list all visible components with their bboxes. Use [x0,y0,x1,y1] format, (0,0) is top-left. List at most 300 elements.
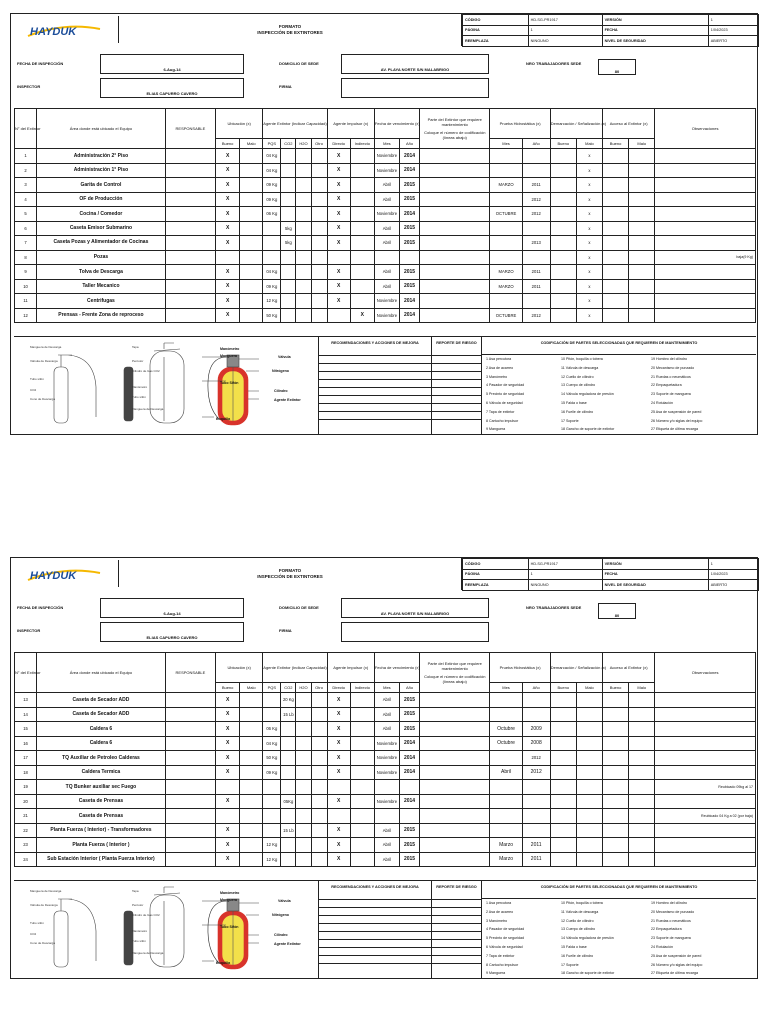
cell-empty [165,163,215,178]
form-title: FORMATO INSPECCIÓN DE EXTINTORES [119,14,462,46]
cell-ind [350,838,374,853]
extinguisher-part-label: Manómetro [220,891,240,895]
company-logo [14,16,119,43]
workers-count-label: NRO TRABAJADORES SEDE [526,605,582,610]
cell-dem [576,794,602,809]
cell-ind [350,294,374,309]
cell-mes: Noviembre [374,294,399,309]
cell-anio: 2014 [399,751,419,766]
cell-empty [311,780,327,795]
extinguisher-part-label: Manguera [220,354,237,358]
extinguisher-part-label: Cilindro [274,389,288,393]
cell-co2 [281,265,296,280]
cell-ind [350,279,374,294]
cell-co2 [281,294,296,309]
cell-dem [576,693,602,708]
cell-empty [311,852,327,867]
cell-anio: 2015 [399,707,419,722]
cell-mes [374,250,399,265]
cell-empty [311,294,327,309]
cell-dem [576,852,602,867]
bottom-section [14,880,756,977]
cell-n: 2 [15,163,37,178]
cell-empty [420,765,490,780]
cell-pqs [263,693,281,708]
inspection-date-label: FECHA DE INSPECCIÓN [17,605,64,610]
cell-empty [629,751,655,766]
cell-empty [240,693,263,708]
cell-ub: X [216,751,240,766]
cell-ind [350,265,374,280]
cell-pmes: OCTUBRE [490,308,522,323]
cell-empty [240,149,263,164]
cell-empty [603,838,629,853]
cell-ub: X [216,852,240,867]
meta-cell: REEMPLAZA [463,580,529,591]
cell-mes: Abril [374,192,399,207]
cell-area: TQ Auxiliar de Petroleo Calderas [37,751,166,766]
meta-cell: 1 [708,559,758,570]
cell-pmes [490,236,522,251]
cell-dir: X [327,736,350,751]
cell-dem: x [576,192,602,207]
table-row [15,751,756,766]
cell-mes: Noviembre [374,207,399,222]
cell-empty [296,221,311,236]
cell-mes [374,809,399,824]
codification-item: 5 Precinto de seguridad [486,936,524,941]
cell-mes: Abril [374,221,399,236]
cell-empty [165,192,215,207]
cell-empty [240,722,263,737]
table-row [15,279,756,294]
cell-ind [350,736,374,751]
cell-ind [350,722,374,737]
cell-empty [240,178,263,193]
cell-empty [311,809,327,824]
cell-empty [550,163,576,178]
risk-report-title: REPORTE DE RIESGO [436,885,477,889]
extinguisher-part-label: Tubo Sifón [220,381,239,385]
diagram-small-label: Tapa [132,889,139,893]
meta-cell: NIVEL DE SEGURIDAD [602,580,708,591]
cell-panio: 2011 [522,265,550,280]
recommendation-line [319,419,431,427]
table-row [15,852,756,867]
cell-co2 [281,736,296,751]
meta-cell: CÓDIGO [463,15,529,26]
cell-pmes: Abril [490,765,522,780]
cell-empty [550,279,576,294]
cell-anio: 2015 [399,823,419,838]
cell-anio: 2014 [399,736,419,751]
cell-dir: X [327,178,350,193]
codification-item: 6 Válvula de seguridad [486,944,523,949]
cell-empty [550,308,576,323]
cell-obs [655,308,756,323]
cell-area: Centrifugas [37,294,166,309]
cell-n: 19 [15,780,37,795]
cell-anio: 2015 [399,178,419,193]
cell-empty [311,236,327,251]
cell-ub: X [216,765,240,780]
cell-pmes [490,780,522,795]
diagram-small-label: Válvula de Descarga [30,903,58,907]
cell-area: Caseta Pozas y Alimentador de Cocinas [37,236,166,251]
col-responsable: RESPONSABLE [165,109,215,149]
cell-mes: Abril [374,722,399,737]
cell-empty [165,823,215,838]
cell-empty [240,250,263,265]
col-area: Área donde está ubicado el Equipo [37,653,166,693]
table-row [15,221,756,236]
cell-empty [311,751,327,766]
cell-dem [576,809,602,824]
cell-dem: x [576,149,602,164]
cell-n: 7 [15,236,37,251]
cell-empty [296,149,311,164]
cell-empty [165,707,215,722]
table-row [15,722,756,737]
cell-ub: X [216,221,240,236]
form-title: FORMATO INSPECCIÓN DE EXTINTORES [119,558,462,590]
subcol-11: Año [522,683,550,693]
col-acceso: Acceso al Extintor (x) [603,653,655,683]
cell-co2 [281,780,296,795]
cell-n: 6 [15,221,37,236]
diagram-small-label: Cono de Descarga [30,941,56,945]
cell-anio: 2014 [399,294,419,309]
codification-item: 7 Tapa de extintor [486,409,515,414]
cell-anio: 2015 [399,279,419,294]
cell-empty [165,780,215,795]
cell-pmes [490,823,522,838]
cell-anio: 2015 [399,265,419,280]
cell-empty [550,809,576,824]
cell-obs: baja(9 Kg) [655,250,756,265]
cell-empty [240,192,263,207]
cell-empty [550,192,576,207]
inspector-field: ELIAS CAPURRO CAVERO [100,622,244,642]
cell-co2: 15 Lb [281,707,296,722]
risk-report-line [432,363,481,371]
cell-empty [629,265,655,280]
meta-cell: 1 [528,25,602,36]
cell-empty [165,765,215,780]
table-row [15,707,756,722]
codification-item: 22 Empaquetadura [651,383,682,388]
cell-empty [240,236,263,251]
cell-ub: X [216,707,240,722]
diagram-small-label: Cono de Descarga [30,397,56,401]
cell-pmes [490,794,522,809]
cell-ind [350,823,374,838]
meta-cell: HD-SG-PR1917 [528,559,602,570]
cell-dem [576,765,602,780]
workers-count-field: 80 [598,603,636,619]
cell-empty [240,852,263,867]
cell-co2 [281,722,296,737]
cell-anio: 2015 [399,693,419,708]
cell-empty [311,736,327,751]
cell-mes: Abril [374,236,399,251]
cell-empty [550,751,576,766]
cell-empty [311,221,327,236]
cell-ub: X [216,838,240,853]
cell-empty [550,207,576,222]
cell-area: Sub Estación Interior ( Planta Fuerza Interior) [37,852,166,867]
signature-field [341,78,489,98]
risk-report-title: REPORTE DE RIESGO [436,341,477,345]
cell-obs [655,221,756,236]
table-row [15,236,756,251]
meta-cell: CÓDIGO [463,559,529,570]
cell-empty [296,838,311,853]
cell-empty [296,294,311,309]
cell-mes: Noviembre [374,736,399,751]
cell-dir: X [327,149,350,164]
cell-area: Caseta de Prensas [37,794,166,809]
cell-co2: 5kg [281,236,296,251]
cell-empty [165,178,215,193]
cell-empty [165,693,215,708]
cell-dem [576,780,602,795]
col-demarcacion: Demarcación / Señalización (x) [550,109,602,139]
document-metadata [462,14,759,46]
col-demarcacion: Demarcación / Señalización (x) [550,653,602,683]
cell-empty [240,308,263,323]
cell-co2 [281,809,296,824]
cell-dem: x [576,221,602,236]
recommendations-section [318,881,431,978]
cell-empty [550,794,576,809]
subcol-1: Malo [240,139,263,149]
subcol-15: Malo [629,683,655,693]
cell-ind [350,693,374,708]
cell-area: Taller Mecanico [37,279,166,294]
cell-empty [165,852,215,867]
cell-mes: Noviembre [374,794,399,809]
risk-report-line [432,395,481,403]
cell-area: Caseta de Secador ADD [37,693,166,708]
inspection-date-field: 6-Aug-14 [100,598,244,618]
cell-empty [420,308,490,323]
meta-cell: NINGUNO [528,36,602,47]
cell-dem [576,823,602,838]
document-metadata [462,558,759,590]
svg-text:HAYDUK: HAYDUK [30,570,77,582]
cell-dem [576,736,602,751]
cell-dem [576,838,602,853]
subcol-2: PQS [263,139,281,149]
cell-empty [420,736,490,751]
cell-empty [311,207,327,222]
cell-empty [296,279,311,294]
cell-co2 [281,279,296,294]
meta-cell: 1 [528,569,602,580]
cell-empty [240,809,263,824]
cell-empty [240,294,263,309]
col-observaciones: Observaciones [655,653,756,693]
extinguisher-part-label: Nitrógeno [272,369,289,373]
cell-empty [420,192,490,207]
subcol-4: H2O [296,139,311,149]
cell-dir [327,308,350,323]
cell-co2 [281,765,296,780]
risk-report-line [432,923,481,931]
cell-ind [350,207,374,222]
table-row [15,163,756,178]
risk-report-line [432,371,481,379]
cell-mes: Abril [374,693,399,708]
cell-empty [165,265,215,280]
meta-cell: FECHA [602,569,708,580]
cell-empty [240,780,263,795]
col-area: Área donde está ubicado el Equipo [37,109,166,149]
inspection-sheet-page-1 [10,13,758,435]
cell-empty [311,163,327,178]
cell-n: 18 [15,765,37,780]
cell-pmes [490,163,522,178]
codification-item: 6 Válvula de seguridad [486,400,523,405]
codification-item: 27 Etiqueta de última recarga [651,971,698,976]
codification-item: 9 Manguera [486,427,506,432]
cell-mes: Abril [374,279,399,294]
meta-cell: FECHA [602,25,708,36]
subcol-2: PQS [263,683,281,693]
cell-empty [629,308,655,323]
codification-title: CODIFICACIÓN DE PARTES SELECCIONADAS QUE REQUIEREN DE MANTENIMIENTO [482,337,756,355]
cell-pqs [263,707,281,722]
cell-pqs: 09 Kg [263,178,281,193]
cell-empty [603,751,629,766]
cell-co2 [281,250,296,265]
cell-empty [296,780,311,795]
cell-mes: Noviembre [374,149,399,164]
cell-dir: X [327,751,350,766]
cell-empty [550,294,576,309]
codification-item: 4 Pasador de seguridad [486,383,525,388]
cell-dir: X [327,265,350,280]
cell-empty [550,722,576,737]
cell-empty [550,736,576,751]
cell-co2: 5kg [281,221,296,236]
codification-item: 10 Pitón, boquilla o tobera [561,901,603,905]
cell-empty [296,163,311,178]
cell-empty [420,279,490,294]
cell-n: 16 [15,736,37,751]
cell-n: 14 [15,707,37,722]
cell-empty [296,707,311,722]
meta-cell: PÁGINA [463,25,529,36]
risk-report-line [432,963,481,971]
subcol-7: Indirecto [350,139,374,149]
cell-empty [550,221,576,236]
cell-empty [603,294,629,309]
cell-ind [350,236,374,251]
cell-empty [420,265,490,280]
cell-ind [350,221,374,236]
cell-area: Planta Fuerza ( Interior ) [37,838,166,853]
cell-empty [629,736,655,751]
diagram-small-label: Percutor [132,359,144,363]
cell-panio [522,809,550,824]
cell-dem [576,707,602,722]
risk-report-line [432,403,481,411]
recommendation-line [319,395,431,403]
cell-pqs: 04 Kg [263,163,281,178]
codification-item: 23 Soporte de manguera [651,392,691,397]
cell-dem: x [576,294,602,309]
codification-item: 21 Ruedas o neumáticos [651,374,691,379]
cell-empty [240,279,263,294]
subcol-9: Año [399,683,419,693]
cell-pqs: 12 Kg [263,852,281,867]
sheet-header [11,14,759,46]
col-responsable: RESPONSABLE [165,653,215,693]
cell-empty [603,207,629,222]
table-row [15,294,756,309]
cell-area: Prensas - Frente Zona de reproceso [37,308,166,323]
cell-co2 [281,838,296,853]
cell-co2 [281,207,296,222]
codification-item: 11 Válvula de descarga [561,365,599,370]
cell-co2 [281,163,296,178]
codification-item: 8 Cartucho impulsor [486,418,519,423]
cell-empty [311,838,327,853]
codification-item: 12 Cuello de cilindro [561,918,594,923]
cell-n: 4 [15,192,37,207]
cell-empty [240,707,263,722]
extinguisher-part-label: Válvula [278,355,291,359]
cell-area: OF de Producción [37,192,166,207]
bottom-section [14,336,756,433]
cell-empty [603,707,629,722]
sheet-header [11,558,759,590]
cell-empty [629,294,655,309]
codification-item: 15 Falda o base [561,400,587,405]
cell-pmes: Octubre [490,722,522,737]
cell-pqs [263,809,281,824]
cell-dir: X [327,765,350,780]
cell-ind [350,149,374,164]
cell-dir: X [327,279,350,294]
meta-cell: HD-SG-PR1917 [528,15,602,26]
cell-empty [420,178,490,193]
cell-n: 5 [15,207,37,222]
table-row [15,736,756,751]
meta-cell: ABIERTO [708,36,758,47]
cell-ub: X [216,279,240,294]
cell-obs [655,294,756,309]
subcol-9: Año [399,139,419,149]
inspection-sheet-page-2 [10,557,758,979]
risk-report-line [432,907,481,915]
cell-panio [522,149,550,164]
cell-dem [576,751,602,766]
cell-empty [296,308,311,323]
risk-report-line [432,411,481,419]
recommendations-section [318,337,431,434]
extinguisher-diagram-illustration [14,881,318,978]
cell-dir: X [327,707,350,722]
cell-empty [296,736,311,751]
cell-pmes [490,707,522,722]
cell-ub: X [216,207,240,222]
cell-panio: 2012 [522,765,550,780]
cell-area: Cocina / Comedor [37,207,166,222]
cell-mes: Noviembre [374,751,399,766]
